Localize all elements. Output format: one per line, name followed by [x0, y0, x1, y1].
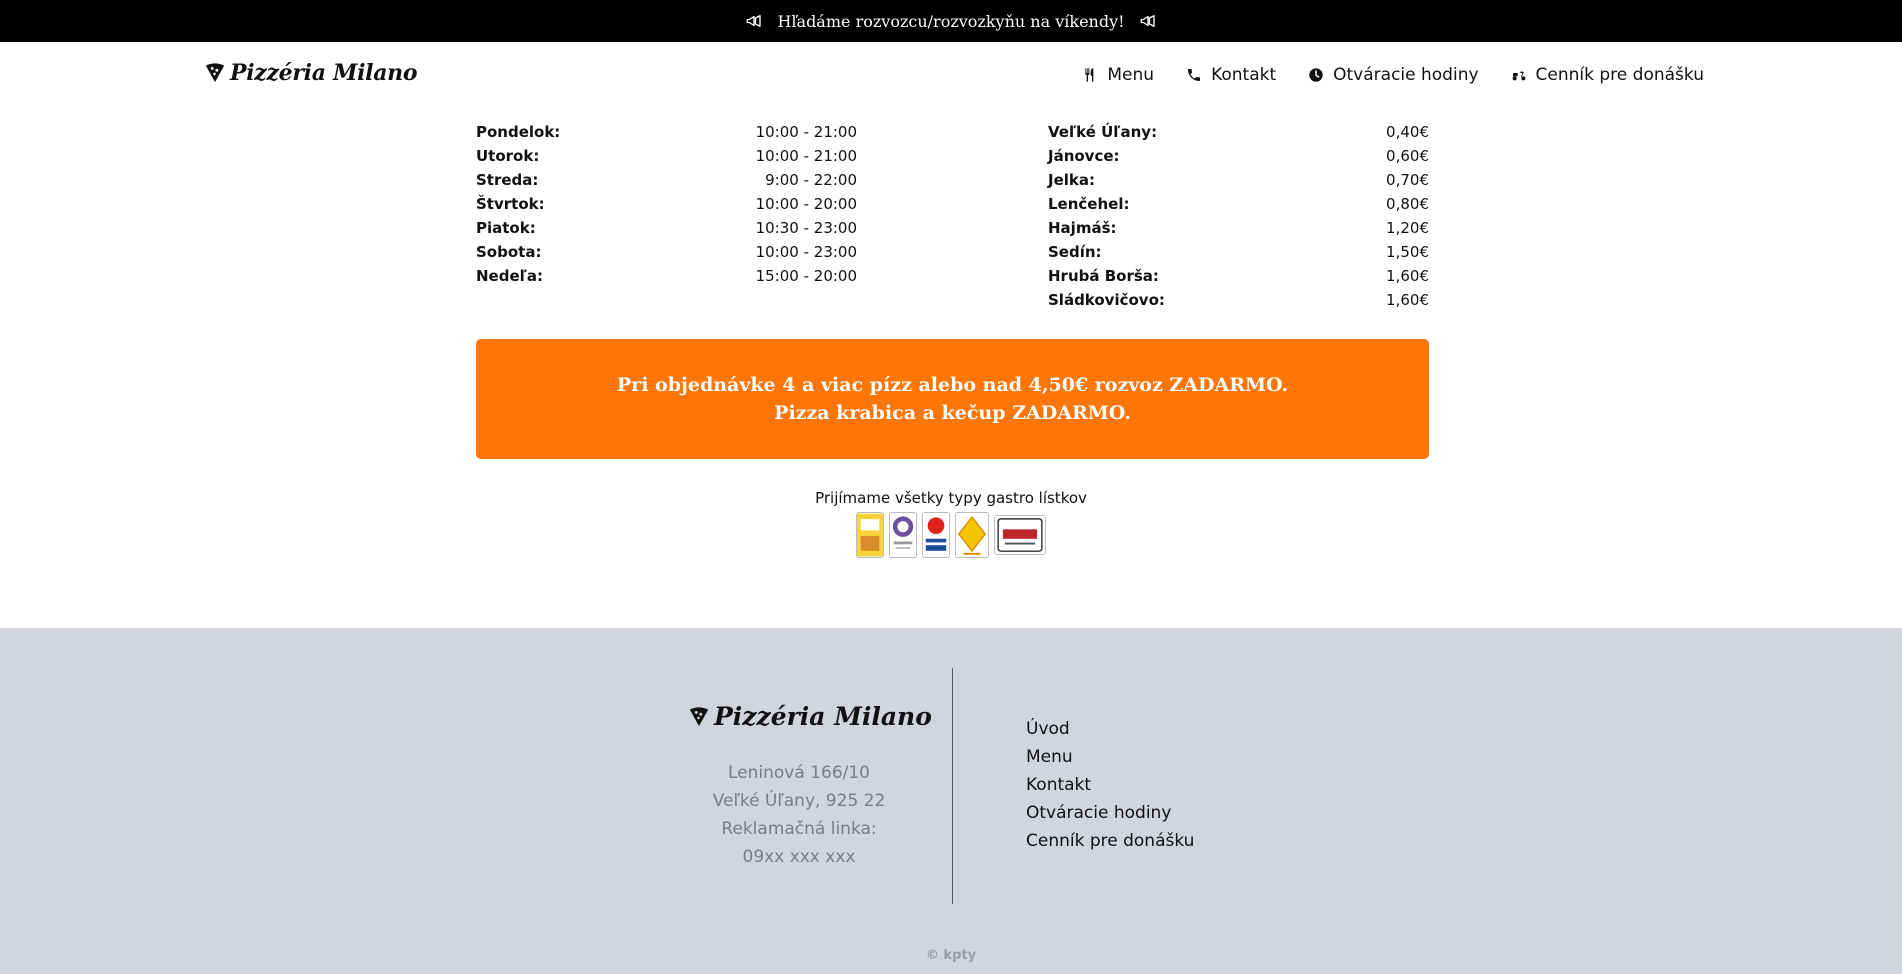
price-value: 0,80€	[1386, 195, 1429, 213]
price-value: 1,50€	[1386, 243, 1429, 261]
navbar	[0, 42, 1902, 108]
price-row	[1048, 264, 1429, 288]
footer-divider	[952, 668, 953, 904]
voucher-logo-2	[889, 512, 917, 558]
time-value: 15:00 - 20:00	[755, 267, 857, 285]
price-value: 0,60€	[1386, 147, 1429, 165]
footer-address	[674, 759, 924, 871]
day-label: Streda:	[476, 171, 539, 189]
delivery-price-table	[1048, 120, 1429, 312]
place-label: Jánovce:	[1048, 147, 1120, 165]
price-value: 1,20€	[1386, 219, 1429, 237]
nav-item-menu[interactable]	[1082, 65, 1154, 85]
brand-name: Pizzéria Milano	[230, 60, 418, 86]
price-row	[1048, 168, 1429, 192]
nav-label: Menu	[1107, 65, 1155, 85]
hours-row	[476, 240, 857, 264]
day-label: Štvrtok:	[476, 195, 545, 213]
hours-row	[476, 192, 857, 216]
vouchers-label: Prijímame všetky typy gastro lístkov	[815, 489, 1087, 507]
phone-icon	[1186, 67, 1202, 83]
voucher-logo-1	[856, 512, 884, 558]
brand-logo[interactable]	[204, 60, 417, 86]
complaint-line-label: Reklamačná linka:	[721, 819, 877, 839]
time-value: 10:00 - 20:00	[755, 195, 857, 213]
pizza-slice-icon	[688, 706, 710, 728]
hours-row	[476, 264, 857, 288]
footer-link-cennik[interactable]: Cenník pre donášku	[1026, 831, 1195, 851]
place-label: Lenčehel:	[1048, 195, 1130, 213]
footer-brand-name: Pizzéria Milano	[714, 702, 932, 731]
price-row	[1048, 240, 1429, 264]
footer-nav	[1026, 715, 1194, 855]
pizza-slice-icon	[204, 62, 226, 84]
clock-icon	[1308, 67, 1324, 83]
voucher-logo-3	[922, 512, 950, 558]
address-street: Leninová 166/10	[728, 763, 870, 783]
promo-line-2: Pizza krabica a kečup ZADARMO.	[774, 402, 1131, 424]
footer-link-uvod[interactable]: Úvod	[1026, 719, 1070, 739]
footer-brand-logo[interactable]	[688, 702, 932, 731]
price-row	[1048, 144, 1429, 168]
complaint-phone: 09xx xxx xxx	[742, 847, 856, 867]
announcement-text: Hľadáme rozvozcu/rozvozkyňu na víkendy!	[777, 11, 1125, 31]
price-row	[1048, 216, 1429, 240]
nav-label: Otváracie hodiny	[1333, 65, 1479, 85]
nav-item-cennik[interactable]	[1511, 65, 1704, 85]
voucher-logos	[856, 512, 1046, 558]
place-label: Hrubá Borša:	[1048, 267, 1159, 285]
time-value: 10:00 - 21:00	[755, 123, 857, 141]
place-label: Veľké Úľany:	[1048, 123, 1158, 141]
day-label: Piatok:	[476, 219, 536, 237]
day-label: Sobota:	[476, 243, 542, 261]
promo-line-1: Pri objednávke 4 a viac pízz alebo nad 4,50€ rozvoz ZADARMO.	[616, 374, 1289, 396]
place-label: Sedín:	[1048, 243, 1102, 261]
nav-item-kontakt[interactable]	[1186, 65, 1276, 85]
nav-label: Cenník pre donášku	[1535, 65, 1704, 85]
megaphone-icon	[745, 12, 763, 30]
time-value: 10:00 - 21:00	[755, 147, 857, 165]
price-row	[1048, 192, 1429, 216]
day-label: Utorok:	[476, 147, 540, 165]
hours-row	[476, 168, 857, 192]
address-city: Veľké Úľany, 925 22	[712, 791, 886, 811]
announcement-bar	[0, 0, 1902, 42]
price-value: 1,60€	[1386, 267, 1429, 285]
price-row	[1048, 288, 1429, 312]
nav-item-otvaracie-hodiny[interactable]	[1308, 65, 1478, 85]
price-value: 0,40€	[1386, 123, 1429, 141]
hours-row	[476, 120, 857, 144]
footer-link-menu[interactable]: Menu	[1026, 747, 1073, 767]
footer-link-kontakt[interactable]: Kontakt	[1026, 775, 1092, 795]
hours-row	[476, 216, 857, 240]
main-nav	[1082, 42, 1704, 108]
utensils-icon	[1082, 67, 1098, 83]
place-label: Jelka:	[1048, 171, 1095, 189]
price-row	[1048, 120, 1429, 144]
free-delivery-banner	[476, 339, 1429, 459]
day-label: Pondelok:	[476, 123, 561, 141]
price-value: 0,70€	[1386, 171, 1429, 189]
place-label: Hajmáš:	[1048, 219, 1117, 237]
voucher-logo-4	[955, 512, 989, 558]
place-label: Sládkovičovo:	[1048, 291, 1165, 309]
nav-label: Kontakt	[1211, 65, 1277, 85]
price-value: 1,60€	[1386, 291, 1429, 309]
footer	[0, 628, 1902, 974]
footer-link-otvaracie-hodiny[interactable]: Otváracie hodiny	[1026, 803, 1172, 823]
megaphone-icon	[1139, 12, 1157, 30]
time-value: 10:00 - 23:00	[755, 243, 857, 261]
opening-hours-table	[476, 120, 857, 288]
hours-row	[476, 144, 857, 168]
voucher-logo-5	[994, 515, 1046, 555]
time-value: 9:00 - 22:00	[765, 171, 857, 189]
time-value: 10:30 - 23:00	[755, 219, 857, 237]
scooter-icon	[1511, 67, 1527, 83]
copyright: © kpty	[925, 948, 977, 963]
day-label: Nedeľa:	[476, 267, 543, 285]
